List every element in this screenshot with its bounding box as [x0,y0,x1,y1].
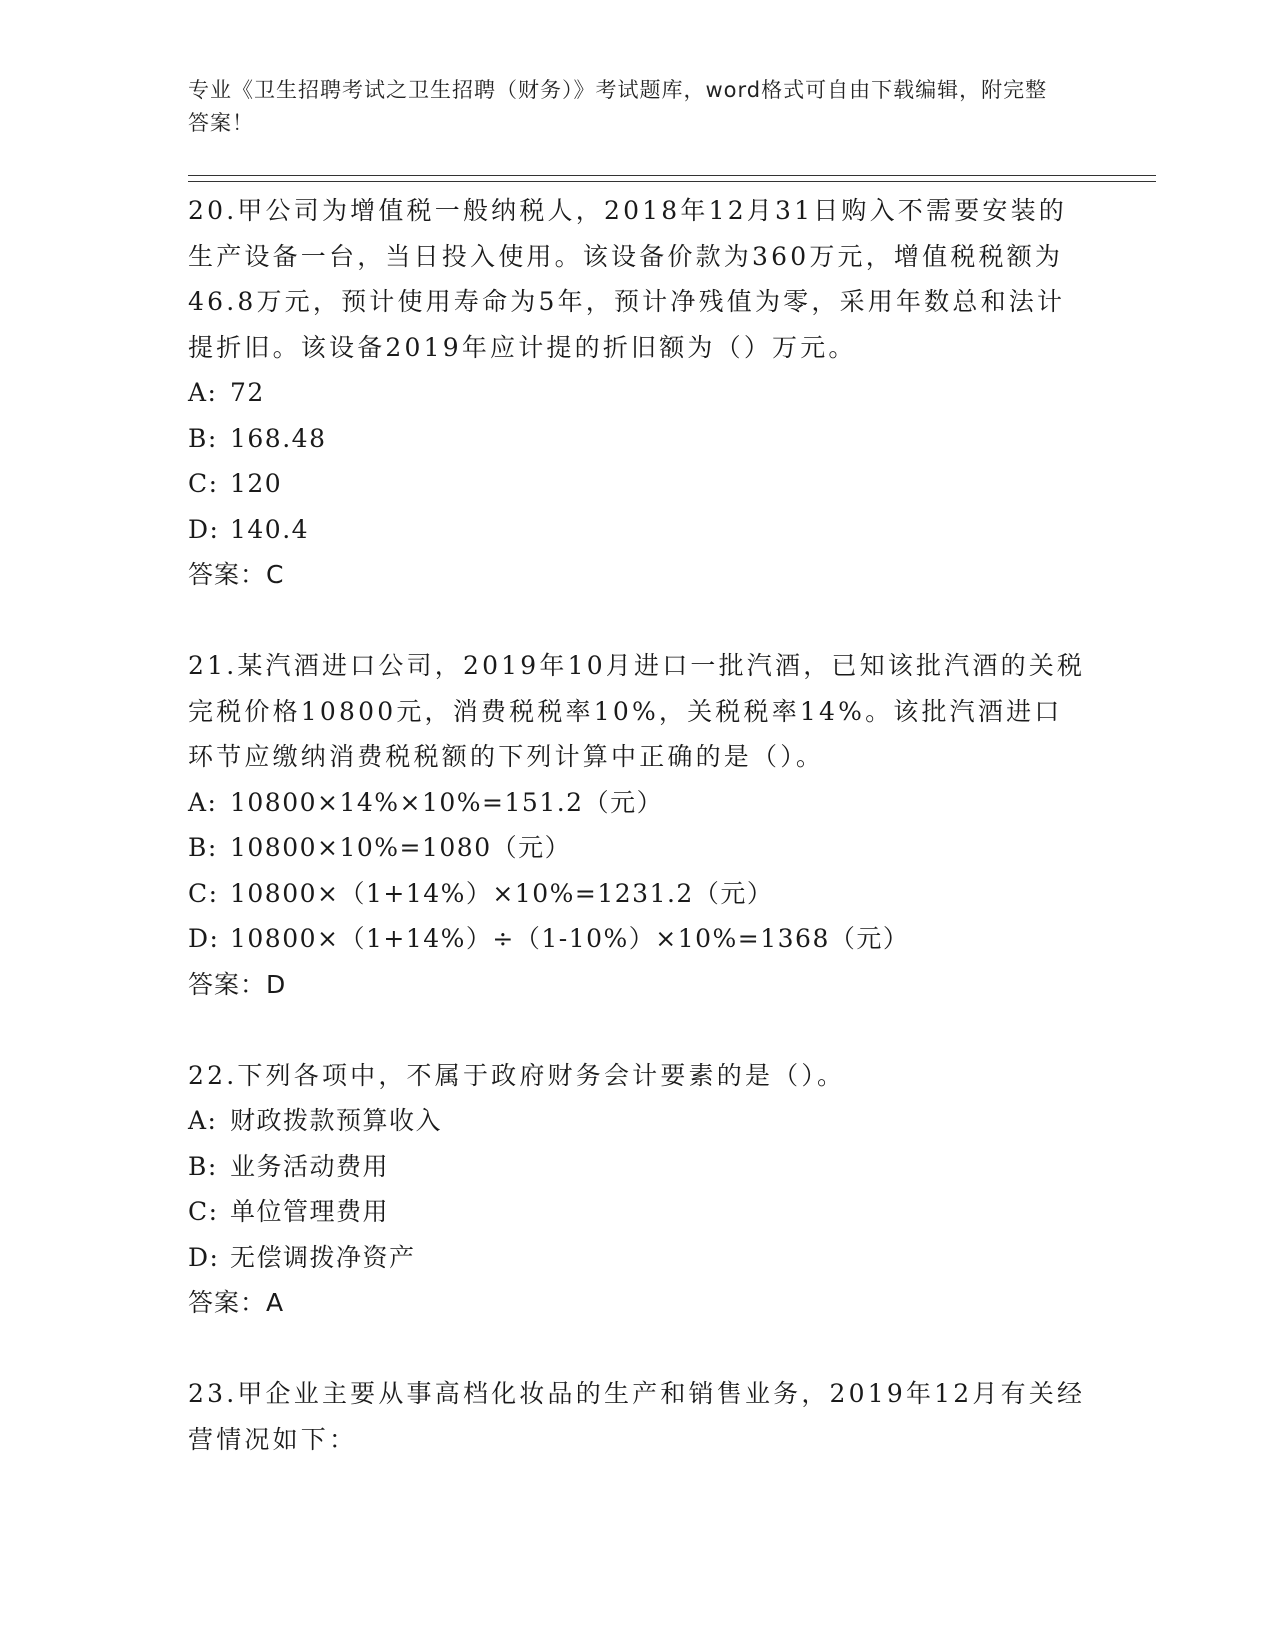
option-text: 10800×10%=1080（元） [230,833,572,862]
option-key: C: [188,878,219,908]
option-key: A: [188,787,218,817]
option-text: 168.48 [230,423,327,453]
option-key: B: [188,1151,218,1181]
question-21 [188,643,1088,1007]
option-b [188,416,1088,462]
option-b [188,1144,1088,1190]
option-text: 业务活动费用 [230,1151,390,1181]
option-text: 10800×（1+14%）×10%=1231.2（元） [230,878,774,908]
option-key: D: [188,1242,220,1272]
option-text: 120 [230,469,283,498]
document-header: 专业《卫生招聘考试之卫生招聘（财务）》考试题库，word格式可自由下载编辑，附完整答案！ [188,78,1048,135]
option-text: 72 [230,378,265,407]
question-23 [188,1371,1088,1462]
option-text: 10800×（1+14%）÷（1-10%）×10%=1368（元） [230,924,910,953]
option-c [188,1189,1088,1235]
option-a [188,1098,1088,1144]
spacer [188,598,1088,644]
option-d [188,1235,1088,1281]
answer-line: 答案：D [188,969,287,999]
option-text: 10800×14%×10%=151.2（元） [230,787,664,817]
option-c [188,871,1088,917]
option-text: 无偿调拨净资产 [230,1242,416,1272]
question-stem: 22.下列各项中，不属于政府财务会计要素的是（）。 [188,1060,846,1090]
option-d [188,507,1088,553]
question-stem: 23.甲企业主要从事高档化妆品的生产和销售业务，2019年12月有关经营情况如下： [188,1379,1086,1454]
answer-line: 答案：A [188,1288,285,1317]
question-22 [188,1053,1088,1326]
option-d [188,916,1088,962]
option-text: 140.4 [230,514,310,544]
option-c [188,461,1088,507]
spacer [188,1007,1088,1053]
question-stem: 20.甲公司为增值税一般纳税人，2018年12月31日购入不需要安装的生产设备一台，当日投入使用。该设备价款为360万元，增值税税额为46.8万元，预计使用寿命为5年，预计净残值为零，采用年数总和法计提折旧。该设备2019年应计提的折旧额为（）万元。 [188,196,1068,362]
option-key: C: [188,469,219,498]
option-text: 单位管理费用 [230,1197,390,1226]
option-key: B: [188,833,218,862]
option-a [188,780,1088,826]
option-b [188,825,1088,871]
question-list [188,188,1088,1462]
header-divider-top [188,175,1156,176]
spacer [188,1326,1088,1372]
option-text: 财政拨款预算收入 [230,1106,443,1135]
option-key: B: [188,423,218,453]
question-20 [188,188,1088,598]
option-a [188,370,1088,416]
answer-line: 答案：C [188,560,285,589]
option-key: D: [188,514,220,544]
question-stem: 21.某汽酒进口公司，2019年10月进口一批汽酒，已知该批汽酒的关税完税价格10800元，消费税税率10%，关税税率14%。该批汽酒进口环节应缴纳消费税税额的下列计算中正确的是（）。 [188,651,1086,771]
header-divider-bottom [188,181,1156,182]
option-key: A: [188,378,218,407]
option-key: D: [188,924,220,953]
option-key: C: [188,1197,219,1226]
option-key: A: [188,1106,218,1135]
